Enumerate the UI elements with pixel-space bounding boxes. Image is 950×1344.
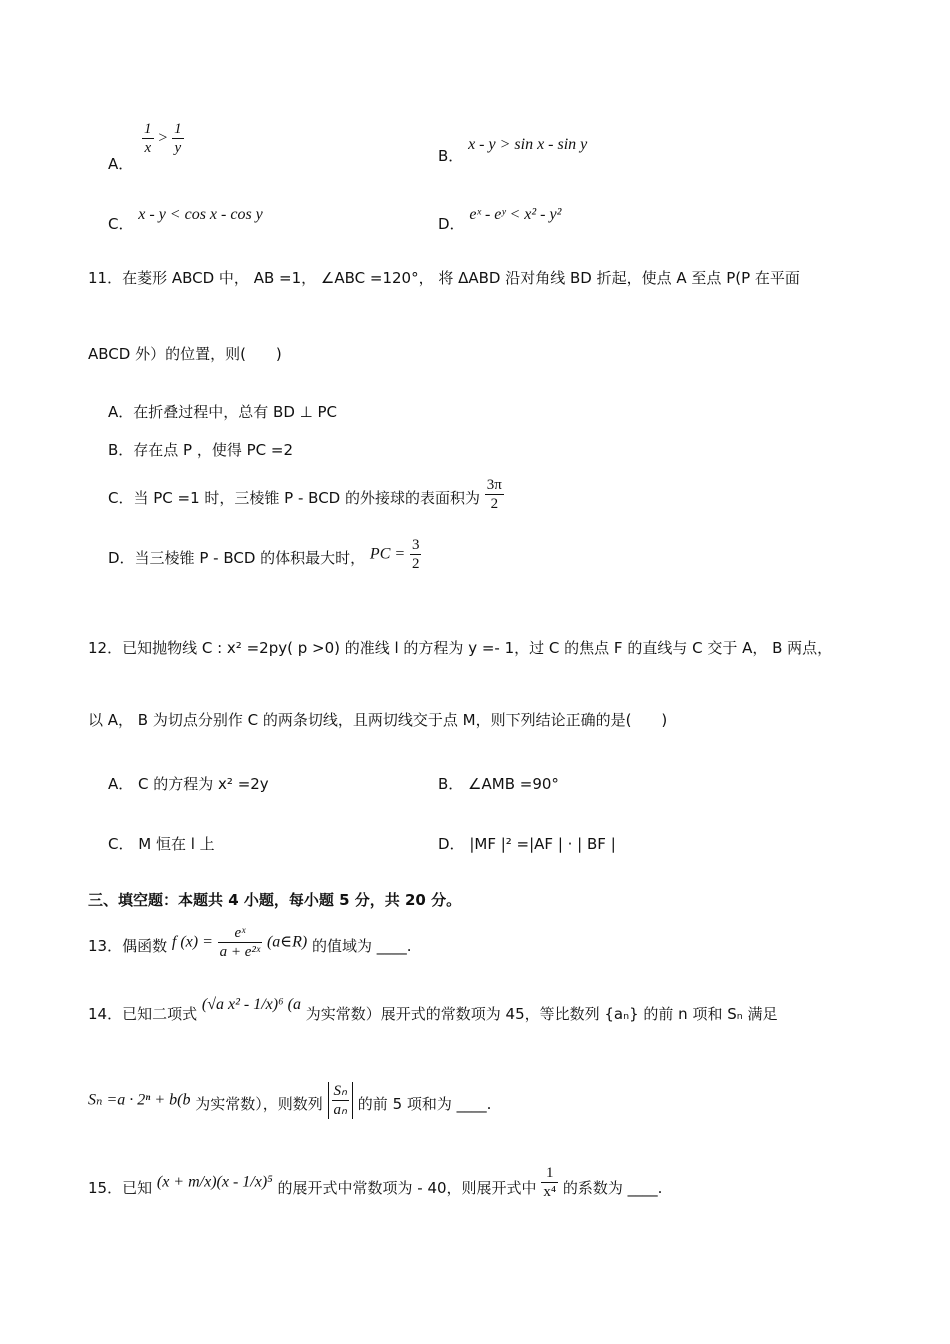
question-suffix: 的前 5 项和为 ____.: [357, 1094, 492, 1113]
q11-stem-line2: ABCD 外）的位置，则( ): [88, 345, 282, 363]
q14-line2: [88, 1082, 491, 1119]
question-text: 为实常数）展开式的常数项为 45，等比数列 {aₙ} 的前 n 项和 Sₙ 满足: [305, 1005, 778, 1023]
option-label: A．: [108, 154, 134, 173]
fraction: $\frac{\text{Sₙ}}{\text{aₙ}}$: [328, 1082, 353, 1119]
q11-stem-line1: 11．在菱形 ABCD 中， AB =1， ∠ABC =120°， 将 ΔABD 沿对角线 BD 折起，使点 A 至点 P(P 在平面: [88, 269, 800, 287]
fraction: $\frac{1}{\text{x⁴}}$: [543, 1165, 557, 1200]
q12-stem-line1: 12．已知抛物线 C : x² =2py( p >0) 的准线 l 的方程为 y =- 1，过 C 的焦点 F 的直线与 C 交于 A， B 两点，: [88, 639, 833, 657]
q11-option-a: A．在折叠过程中，总有 BD ⊥ PC: [108, 403, 337, 421]
math-expression: (x + m/x)(x - 1/x)⁵: [156, 1173, 273, 1191]
option-label: B．: [438, 147, 464, 165]
q14-line1: [88, 996, 778, 1025]
question-suffix: 的值域为 ____.: [312, 936, 412, 955]
option-text: C．当 PC =1 时，三棱锥 P - BCD 的外接球的表面积为: [108, 488, 480, 507]
q10-option-d: [438, 206, 562, 233]
q10-option-b: [438, 136, 588, 165]
math-expression: Sₙ =a · 2ⁿ + b(b: [88, 1091, 191, 1109]
math-expression: x - y > sin x - sin y: [468, 136, 588, 153]
question-text: 为实常数），则数列: [195, 1094, 323, 1113]
q12-option-d: D． |MF |² =|AF | · | BF |: [438, 835, 616, 853]
q13: [88, 924, 412, 961]
option-text: D．当三棱锥 P - BCD 的体积最大时，: [108, 548, 366, 567]
math-expression: (√a x² - 1/x)⁶ (a: [201, 996, 301, 1013]
fraction: $\frac{1}{y}$: [174, 121, 182, 156]
math-expression: f (x) =: [171, 933, 213, 951]
q11-option-b: B．存在点 P ，使得 PC =2: [108, 441, 294, 459]
math-expression: eˣ - eʸ < x² - y²: [469, 206, 562, 223]
q12-option-c: C． M 恒在 l 上: [108, 835, 215, 853]
fraction: $\frac{\text{eˣ}}{\text{a + e²ˣ}}$: [219, 925, 261, 960]
fraction: $\frac{1}{x}$: [144, 121, 152, 156]
question-suffix: 的系数为 ____.: [562, 1178, 663, 1197]
q12-option-b: B． ∠AMB =90°: [438, 775, 559, 793]
q10-option-a: [108, 120, 184, 173]
q12-stem-line2: 以 A， B 为切点分别作 C 的两条切线，且两切线交于点 M，则下列结论正确的是( ): [88, 711, 668, 729]
q15: [88, 1164, 662, 1201]
question-text: 的展开式中常数项为 - 40，则展开式中: [277, 1178, 537, 1197]
q10-option-c: [108, 206, 263, 233]
q12-option-a: A． C 的方程为 x² =2y: [108, 775, 269, 793]
q11-option-c: [108, 476, 504, 513]
math-expression: (a∈R): [266, 933, 308, 951]
section-heading: 三、填空题：本题共 4 小题，每小题 5 分，共 20 分。: [88, 891, 462, 909]
fraction: $\frac{3\pi}{2}$: [486, 477, 502, 512]
option-label: D．: [438, 215, 465, 233]
q11-option-d: [108, 536, 421, 573]
fraction: $\frac{3}{2}$: [411, 537, 420, 572]
option-label: C．: [108, 215, 134, 233]
math-expression: PC =: [369, 545, 406, 563]
question-prefix: 15．已知: [88, 1178, 153, 1197]
math-expression: x - y < cos x - cos y: [138, 206, 263, 223]
question-prefix: 14．已知二项式: [88, 1005, 198, 1023]
question-prefix: 13．偶函数: [88, 936, 168, 955]
operator: >: [158, 129, 168, 147]
